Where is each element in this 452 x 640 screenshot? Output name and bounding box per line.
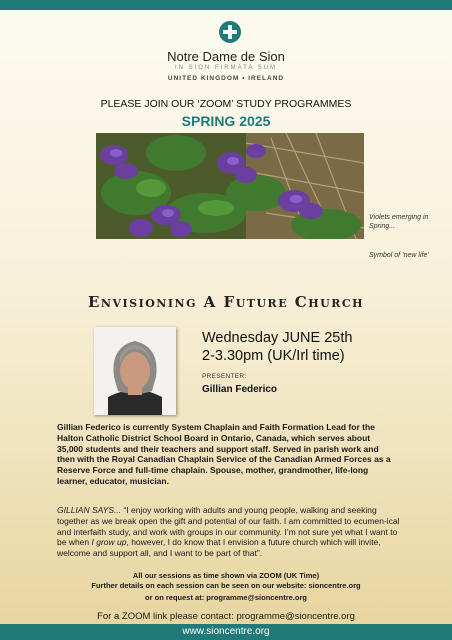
- photo-caption-violets: Violets emerging in Spring...: [369, 214, 429, 230]
- org-name: Notre Dame de Sion: [167, 49, 285, 64]
- footer-website-note: Further details on each session can be seen on our website: sioncentre.org: [91, 581, 361, 590]
- event-date: Wednesday JUNE 25th: [202, 330, 353, 346]
- quote-text-end: , however, I do know that I envision a future church which will invite, welcome and support all, and I want to be part of that”.: [57, 537, 381, 559]
- org-motto: IN SION FIRMATA SUM: [174, 65, 278, 71]
- org-region: UNITED KINGDOM • IRELAND: [167, 75, 285, 82]
- presenter-label: PRESENTER:: [202, 373, 247, 380]
- invite-heading: PLEASE JOIN OUR ‘ZOOM’ STUDY PROGRAMMES: [100, 98, 352, 110]
- quote-emphasis: I grow up: [91, 537, 127, 548]
- footer-session-note: All our sessions as time shown via ZOOM (UK Time): [132, 571, 320, 580]
- footer-contact: For a ZOOM link please contact: programme@sioncentre.org: [97, 611, 355, 622]
- violets-photo: [96, 133, 364, 239]
- quote-speaker: GILLIAN SAYS...: [57, 505, 122, 515]
- presenter-portrait: [94, 327, 176, 415]
- top-accent-bar: [0, 0, 452, 10]
- photo-caption-symbol: Symbol of ‘new life’: [369, 252, 429, 259]
- presenter-quote: [57, 505, 402, 559]
- event-time: 2-3.30pm (UK/Irl time): [202, 348, 345, 364]
- quote-text-start: “I enjoy working with adults and young people, walking and seeking together as we break open the gift and potential of our faith. I am committed to ecumen-ical and interfaith study, and work with groups in our community. I’m not sure yet what I want to be when: [57, 505, 400, 548]
- footer-request-note: or on request at: programme@sioncentre.org: [145, 593, 307, 602]
- presenter-name: Gillian Federico: [202, 384, 278, 395]
- event-title: Envisioning A Future Church: [87, 293, 365, 311]
- presenter-bio: Gillian Federico is currently System Chaplain and Faith Formation Lead for the Halton Catholic District School Board in Ontario, Canada, which serves about 35,000 students and their teachers and support staff. Served in parish work and then with the Royal Canadian Chaplain Service of the Canadian Armed Forces as a Reserve Force and full-time chaplain. Spouse, mother, grandmother, life-long learner, educator, musician.: [57, 422, 391, 486]
- website-link[interactable]: www.sioncentre.org: [0, 624, 452, 640]
- season-heading: SPRING 2025: [181, 113, 271, 129]
- cross-logo-icon: [219, 21, 241, 43]
